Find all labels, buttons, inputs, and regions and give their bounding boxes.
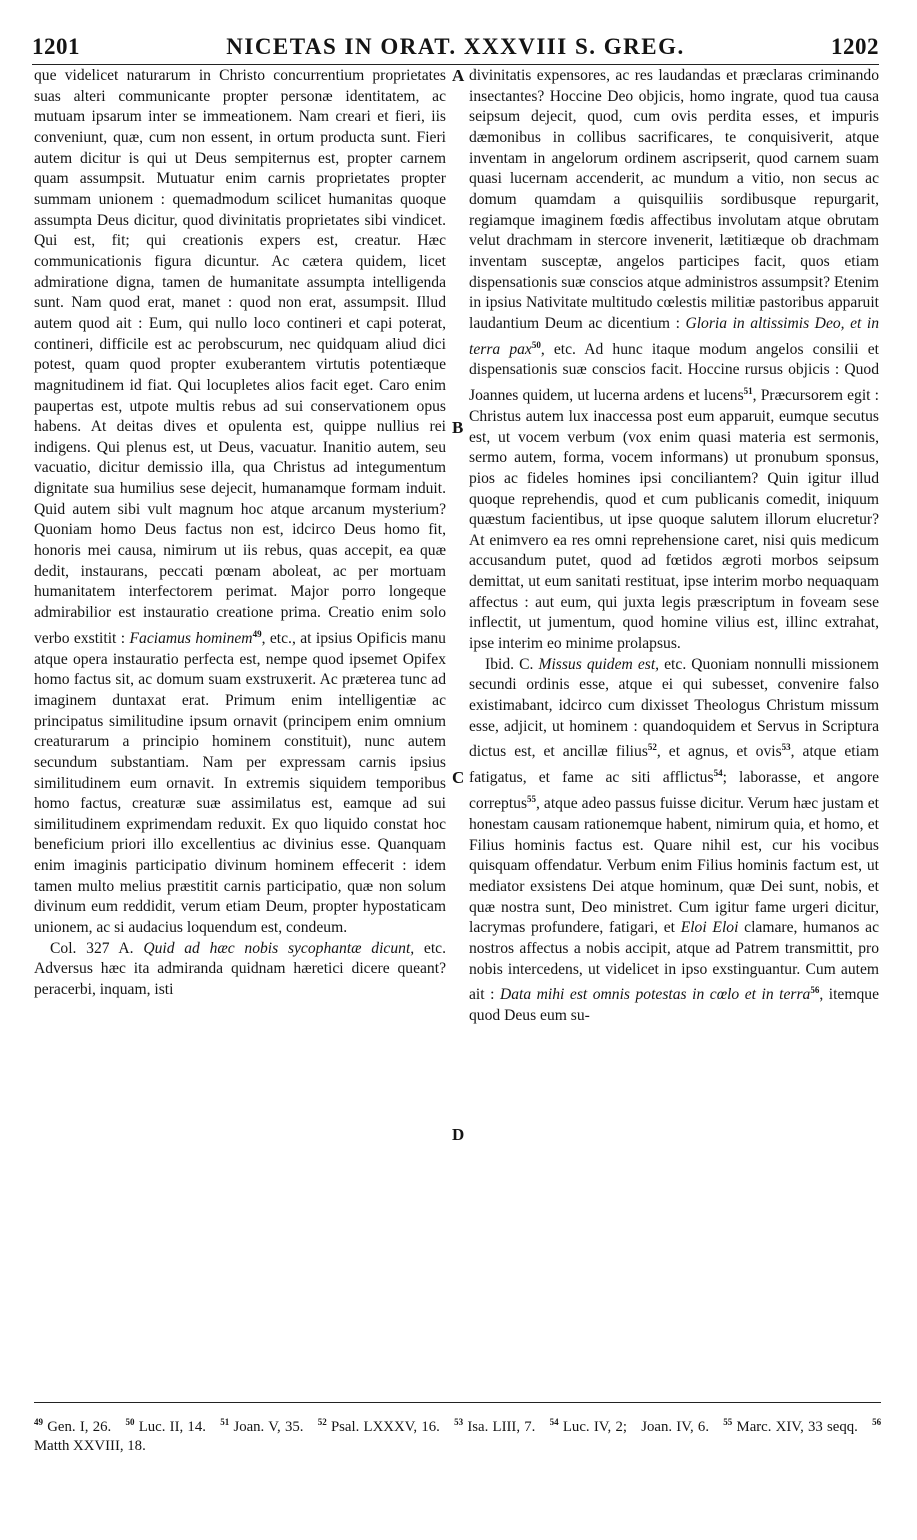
margin-letter-a: A [452,66,465,85]
footnote-item: $^{50}$ Luc. II, 14. [125,1417,206,1435]
scripture-quote: Data mihi est omnis potestas in cœlo et in terra [499,986,811,1004]
margin-letter-d: D [452,1125,465,1144]
scripture-quote: Faciamus hominem [129,629,253,647]
running-header [32,34,879,65]
left-column [34,66,446,1001]
column-reference: Ibid. C. [485,655,534,673]
footnotes [34,1402,881,1456]
left-paragraph-2: Col. 327 A. Quid ad hæc nobis sycophantæ dicunt, etc. Adversus hæc ita admiranda quidnam hæretici dicere queant? peracerbi, inquam, isti [34,939,446,999]
scripture-quote: Eloi Eloi [680,919,739,937]
page-number-left: 1201 [32,34,80,59]
footnote-ref: 50 [531,339,541,350]
right-column [469,66,879,1027]
column-reference: Col. 327 A. [50,939,134,957]
footnote-ref: 54 [713,768,723,779]
footnote-ref: 56 [810,985,820,996]
running-title: NICETAS IN ORAT. XXXVIII S. GREG. [226,34,685,59]
footnote-item: $^{55}$ Marc. XIV, 33 seqq. [723,1417,858,1435]
footnote-ref: 49 [252,628,262,639]
right-paragraph-2: Ibid. C. Missus quidem est, etc. Quoniam nonnulli missionem secundi ordinis esse, atque ei qui subesset, convenire falso existimabant, idcirco cum dixisset Theologus Christum missum esse, adjicit, ut hominem : quandoquidem et Servus in Scriptura dictus est, et ancillæ filius$^{52}$, et agnus, et ovis$^{53}$, atque etiam fatigatus, et fame ac siti afflictus$^{54}$; laborasse, et angore correptus$^{55}$, atque adeo passus fuisse dicitur. Verum hæc justam et honestam causam rationemque habent, nimirum quia, et homo, et Filius hominis factus est. Quare nihil est, cur his vocibus quisquam offendatur. Verbum enim Filius hominis factum est, ut mediator exsistens Dei atque hominum, quæ Dei sunt, nobis, et quæ nostra sunt, Deo ministret. Cum igitur fame urgeri dicitur, lacrymas profundere, fatigari, et Eloi Eloi clamare, humanos ac nostros affectus a nobis accipit, atque ad Patrem transmittit, pro nobis intercedens, ut videlicet in ipso exstinguantur. Cum autem ait : Data mihi est omnis potestas in cœlo et in terra$^{56}$, itemque quod Deus eum su- [469,655,880,1024]
left-paragraph-1: que videlicet naturarum in Christo concurrentium proprietates suas alteri communicante propter personæ identitatem, ac mutuam ipsarum inter se immeationem. Nam creari et fieri, iis conveniunt, quæ, cum non essent, in ortum producta sunt. Fieri autem dicitur is qui ut Deus sempiternus est, propter carnem quam assumpsit. Mutuatur enim carnis proprietates propter summam unionem : quemadmodum scilicet humanitas quoque assumpta Deus dicitur, quod divinitatis proprietates sibi vindicet. Qui est, fit; qui creationis expers est, creatur. Hæc communicationis figura dicuntur. Ac cætera quidem, licet admiratione digna, tamen de humanitate assumpta intelligenda sunt. Nam quod erat, manet : quod non erat, assumpsit. Illud autem quod ait : Eum, qui nullo loco contineri et capi poterat, contineri, difficile est ac perobscurum, nec quidquam aliud dici potest, quam quod propter exuberantem virtutis potentiæque magnitudinem id fiat. Qui locupletes alios facit eget. Caro enim paupertas est, utpote multis rebus ad sui conservationem opus habens. At deitas dives et opulenta est, quippe nullius rei indigens. Qui plenus est, ut Deus, vacuatur. Inanitio autem, seu vacuatio, dicitur demissio illa, qua Christus ad integumentum dignitate sua humilius sese dejecit, humanamque formam induit. Quid autem sibi vult magnum hoc atque arcanum mysterium? Quoniam homo Deus factus non est, idcirco Deus homo fit, honoris mei causa, nimirum ut iis rebus, quas accepit, ea quæ dedit, instaurans, peccati pœnam aboleat, ac per mortuam humanitatem interfectorem perimat. Major porro longeque admirabilior est instauratio creatione prima. Creatio enim solo verbo exstitit : Faciamus hominem$^{49}$, etc., at ipsius Opificis manu atque opera instauratio perfecta est, nempe quod ipsemet Opifex homo factus sit, ac domum suam exstruxerit. Ac præterea tunc ad imaginem duntaxat erat. Primum enim intelligentiæ ac principatus similitudine ipsum ornavit (principem enim omnium creaturarum a principio hominem constituit), nunc autem secundum substantiam. Nam per expressam carnis ipsius similitudinem eum ornavit. In extremis siquidem temporibus homo factus, creaturæ suæ assimilatus est, eamque ad sui similitudinem exprimendam reduxit. Ex quo liquido constat hoc beneficium priori illo excellentius ac divinius esse. Quanquam enim imaginis participatio divinum hominem effecerit : idem tamen multo melius præstitit carnis participatio, quæ non solum divinum eum reddidit, verum etiam Deum, propter hypostaticam unionem, ac si audacius loquendum est, condeum. [34,67,446,937]
lemma-quote: Missus quidem est, [538,655,660,673]
margin-letter-c: C [452,768,465,787]
footnote-ref: 53 [781,742,791,753]
footnote-item: $^{49}$ Gen. I, 26. [34,1417,112,1435]
right-paragraph-1: divinitatis expensores, ac res laudandas et præclaras criminando insectantes? Hoccine Deo objicis, homo ingrate, quod tua causa seipsum dejecit, quod, cum ovis perdita esses, et impuris dæmonibus in collibus sacrificares, te conquisiverit, atque inventam in angelorum ordinem ascripserit, quod carnem suam quasi lucernam accenderit, ac mundum a vitio, non secus ac domum quamdam a quisquiliis sordibusque repurgarit, regiamque imaginem fœdis affectibus involutam atque obrutam velut drachmam in stercore invenerit, lætitiæque ob drachmam inventam susceptæ, angelos participes facit, quos etiam dispensationis suæ conscios atque administros assumpsit? Etenim in ipsius Nativitate multitudo cœlestis militiæ pastoribus apparuit laudantium Deum ac dicentium : Gloria in altissimis Deo, et in terra pax$^{50}$, etc. Ad hunc itaque modum angelos consilii et dispensationis suæ conscios facit. Hoccine rursus objicis : Quod Joannes quidem, ut lucerna ardens et lucens$^{51}$, Præcursorem egit : Christus autem lux inaccessa post eum apparuit, eumque secutus est, ut vocem verbum (vox enim quasi materia est sermonis, sermo autem, forma, vocem informans) ut pronubum sponsus, pios ac fideles homines ipsi conciliantem? Quin igitur illud quoque reprehendis, quod et cum publicanis comedit, iniquum quæstum facientibus, ut ipse quoque salutem illorum elucretur? At enimvero ea res omni reprehensione caret, nisi quis medicum accusandum putet, quod ad fœtidos ægroti morbos seipsum demittat, ut eum sanitati restituat, ipse interim morbo nequaquam affectus : aut eum, qui juxta legis præscriptum in foveam sese inflectit, ut jumentum, quod homine vilius est, illinc extrahat, ipse interim eo minime prolapsus. [469,67,879,653]
page-number-right: 1202 [831,34,879,59]
scripture-quote: Gloria in altissimis Deo, et in terra pax [469,314,879,358]
footnote-item: $^{56}$ Matth XXVIII, 18. [34,1417,882,1454]
footnote-item: Joan. IV, 6. [641,1418,710,1435]
footnote-item: $^{54}$ Luc. IV, 2; [549,1417,627,1435]
footnote-ref: 51 [743,386,753,397]
footnote-ref: 55 [527,794,537,805]
footnote-ref: 52 [647,742,657,753]
footnote-item: $^{51}$ Joan. V, 35. [220,1417,304,1435]
lemma-quote: Quid ad hæc nobis sycophantæ dicunt, [143,939,415,957]
footnote-item: $^{52}$ Psal. LXXXV, 16. [317,1417,440,1435]
margin-letter-b: B [452,418,464,437]
footnote-item: $^{53}$ Isa. LIII, 7. [454,1417,536,1435]
